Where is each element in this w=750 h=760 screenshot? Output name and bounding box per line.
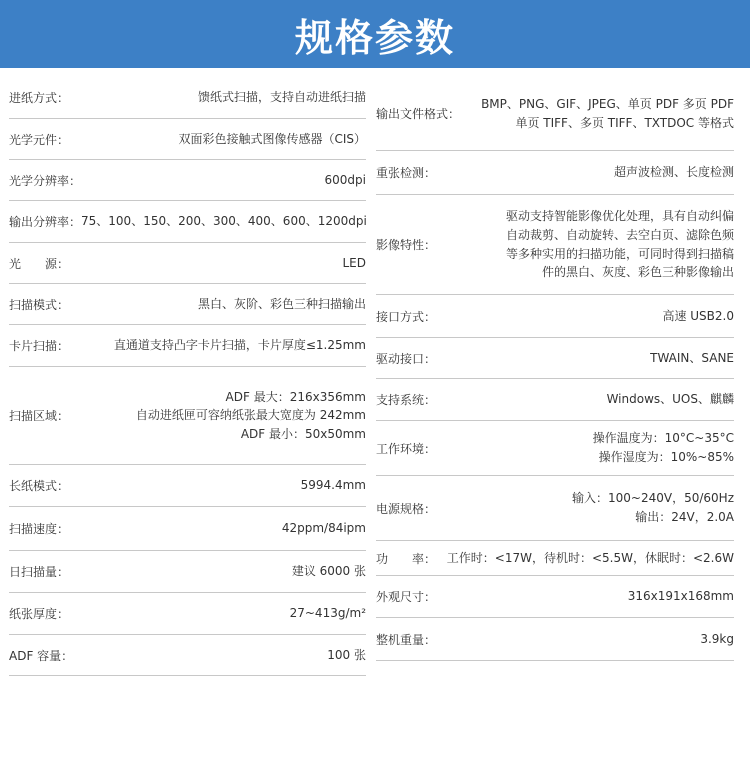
spec-value-line: 316x191x168mm <box>627 589 734 604</box>
spec-row <box>9 119 366 160</box>
spec-row <box>376 151 734 195</box>
spec-row <box>9 635 366 676</box>
spec-value <box>593 429 734 466</box>
spec-value-line: 42ppm/84ipm <box>281 521 366 536</box>
spec-value-line: 等多种实用的扫描功能，可同时得到扫描稿 <box>505 246 734 261</box>
spec-value-line: LED <box>342 255 366 270</box>
spec-row <box>376 77 734 151</box>
spec-label: 重张检测： <box>376 166 437 180</box>
spec-label: 卡片扫描： <box>9 339 70 353</box>
spec-row <box>9 593 366 635</box>
spec-value-line: ADF 最小：50x50mm <box>240 426 366 441</box>
spec-label: 光 源： <box>9 256 70 271</box>
spec-label: 工作环境： <box>376 441 437 456</box>
spec-value-line: 高速 USB2.0 <box>662 308 734 323</box>
spec-value-line: 100 张 <box>327 647 366 662</box>
spec-value <box>178 130 366 149</box>
spec-row <box>9 367 366 465</box>
spec-value <box>301 476 366 495</box>
spec-label: 输出文件格式： <box>376 107 461 121</box>
spec-label: 外观尺寸： <box>376 590 437 604</box>
spec-label: 电源规格： <box>376 501 437 516</box>
spec-value-line: ADF 最大：216x356mm <box>225 389 366 404</box>
spec-row <box>9 465 366 507</box>
spec-value <box>81 212 367 231</box>
spec-label: 扫描速度： <box>9 522 70 536</box>
spec-value <box>327 646 366 665</box>
spec-label: 支持系统： <box>376 393 437 407</box>
spec-row <box>9 551 366 593</box>
spec-column-right <box>376 77 734 661</box>
spec-label: 影像特性： <box>376 238 437 252</box>
spec-label: 扫描区域： <box>9 409 70 423</box>
spec-value-line: 27~413g/m² <box>289 606 366 621</box>
spec-value-line: 输入：100~240V，50/60Hz <box>572 491 734 506</box>
spec-value-line: 建议 6000 张 <box>291 564 366 579</box>
spec-value <box>292 562 366 581</box>
spec-label: 输出分辨率： <box>9 215 82 229</box>
spec-value-line: 3.9kg <box>700 631 734 646</box>
spec-row <box>376 421 734 476</box>
spec-value <box>136 388 366 444</box>
spec-value-line: 超声波检测、长度检测 <box>613 165 734 180</box>
spec-value <box>614 163 734 182</box>
spec-value-line: 操作湿度为：10%~85% <box>598 450 734 464</box>
spec-value-line: 件的黑白、灰度、彩色三种影像输出 <box>541 265 734 280</box>
spec-label: 功 率： <box>376 551 437 566</box>
spec-row <box>9 325 366 367</box>
spec-value-line: 驱动支持智能影像优化处理，具有自动纠偏 <box>505 209 734 224</box>
spec-value <box>700 630 734 649</box>
spec-value-line: 自动裁剪、自动旋转、去空白页、滤除色频 <box>505 227 734 242</box>
spec-value <box>628 587 734 606</box>
spec-row <box>376 195 734 295</box>
spec-row <box>376 576 734 618</box>
spec-row <box>376 338 734 379</box>
spec-value-line: 操作温度为：10°C~35°C <box>592 431 734 446</box>
spec-row <box>376 295 734 338</box>
spec-value-line: 工作时：<17W，待机时：<5.5W，休眠时：<2.6W <box>446 550 734 565</box>
spec-value-line: BMP、PNG、GIF、JPEG、单页 PDF 多页 PDF <box>481 96 734 111</box>
spec-row <box>376 618 734 661</box>
spec-value <box>662 307 734 326</box>
spec-row <box>376 379 734 421</box>
spec-value <box>506 207 734 281</box>
spec-label: 进纸方式： <box>9 91 70 105</box>
spec-label: 扫描模式： <box>9 297 70 312</box>
spec-value-line: 输出：24V，2.0A <box>635 510 734 524</box>
spec-column-left <box>9 77 366 676</box>
spec-label: 接口方式： <box>376 309 437 324</box>
spec-row <box>9 77 366 119</box>
spec-value-line: 馈纸式扫描，支持自动进纸扫描 <box>197 90 366 105</box>
page-title: 规格参数 <box>294 15 455 60</box>
spec-value-line: Windows、UOS、麒麟 <box>606 392 734 407</box>
spec-label: 光学元件： <box>9 132 70 147</box>
spec-row <box>9 160 366 201</box>
spec-row <box>9 284 366 325</box>
spec-label: 纸张厚度： <box>9 607 70 621</box>
spec-value-line: 双面彩色接触式图像传感器（CIS） <box>178 131 366 146</box>
spec-value-line: 600dpi <box>324 172 366 187</box>
spec-value-line: 自动进纸匣可容纳纸张最大宽度为 242mm <box>135 408 366 423</box>
spec-value <box>114 336 366 355</box>
spec-label: 驱动接口： <box>376 351 437 366</box>
spec-value-line: 75、100、150、200、300、400、600、1200dpi <box>81 214 367 229</box>
spec-value-line: 5994.4mm <box>300 478 366 493</box>
spec-row <box>9 507 366 551</box>
spec-row <box>376 476 734 541</box>
spec-label: 长纸模式： <box>9 479 70 493</box>
spec-value <box>290 604 366 623</box>
spec-value-line: TWAIN、SANE <box>650 350 734 365</box>
spec-value <box>607 390 734 409</box>
spec-value-line: 单页 TIFF、多页 TIFF、TXTDOC 等格式 <box>515 115 734 130</box>
spec-value-line: 黑白、灰阶、彩色三种扫描输出 <box>197 296 366 311</box>
spec-label: 光学分辨率： <box>9 173 82 188</box>
spec-row <box>9 243 366 284</box>
spec-label: ADF 容量： <box>9 648 74 663</box>
spec-value <box>342 254 366 273</box>
spec-value <box>481 95 734 132</box>
spec-label: 日扫描量： <box>9 565 70 579</box>
spec-value-line: 直通道支持凸字卡片扫描，卡片厚度≤1.25mm <box>113 338 366 353</box>
spec-value <box>447 549 734 568</box>
title-banner <box>0 0 750 68</box>
spec-value <box>198 88 366 107</box>
spec-value <box>325 171 366 190</box>
spec-row <box>9 201 366 243</box>
spec-value <box>650 349 734 368</box>
spec-row <box>376 541 734 576</box>
spec-value <box>282 519 366 538</box>
spec-label: 整机重量： <box>376 632 437 647</box>
spec-value <box>572 489 734 526</box>
spec-value <box>198 295 366 314</box>
